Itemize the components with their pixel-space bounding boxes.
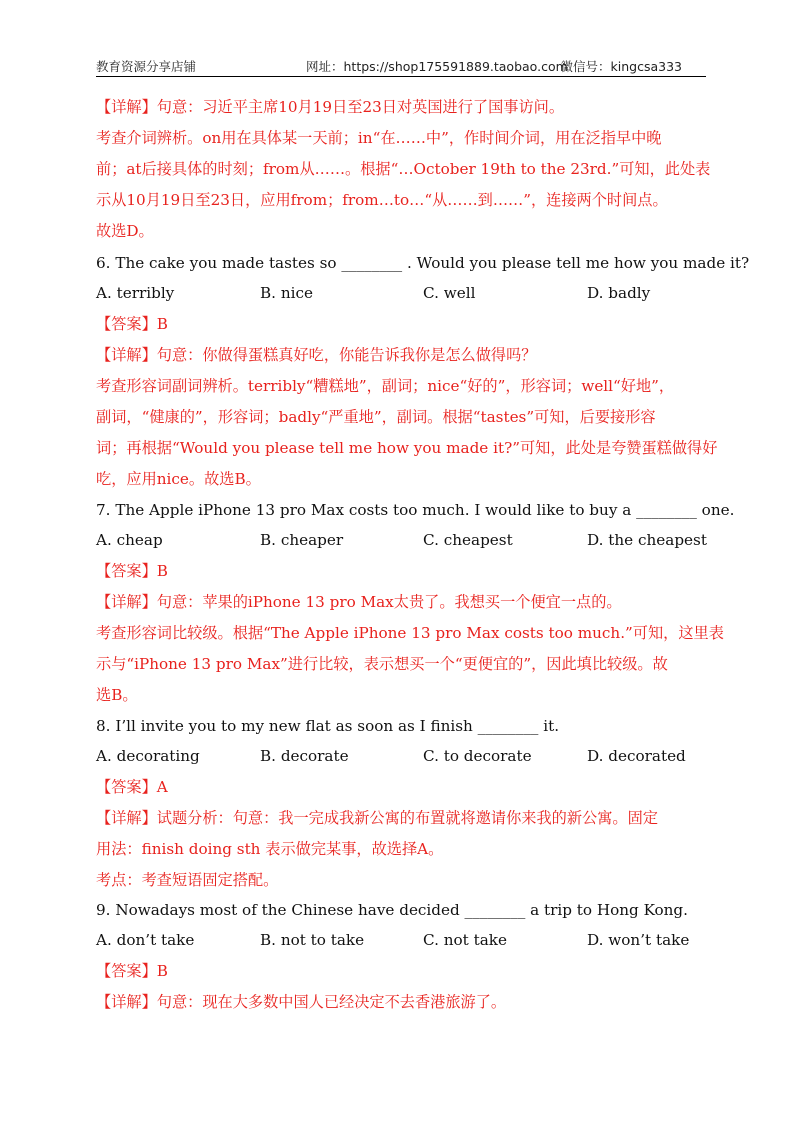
explanation-line: 词；再根据“Would you please tell me how you made it?”可知，此处是夸赞蛋糕做得好 <box>96 439 718 457</box>
q6-option-c: C. well <box>423 284 476 302</box>
answer-6: 【答案】B <box>96 315 168 333</box>
answer-9: 【答案】B <box>96 962 168 980</box>
question-8: 8. I’ll invite you to my new flat as soon as I finish ________ it. <box>96 717 560 735</box>
explanation-line: 选B。 <box>96 686 138 704</box>
q9-option-c: C. not take <box>423 931 507 949</box>
answer-8: 【答案】A <box>96 778 168 796</box>
page-header <box>96 54 706 77</box>
explanation-line: 示与“iPhone 13 pro Max”进行比较，表示想买一个“更便宜的”，因此填比较级。故 <box>96 655 668 673</box>
explanation-line: 【详解】句意：现在大多数中国人已经决定不去香港旅游了。 <box>96 993 507 1011</box>
q9-option-d: D. won’t take <box>587 931 690 949</box>
explanation-line: 示从10月19日至23日，应用from；from…to…“从……到……”，连接两个时间点。 <box>96 191 668 209</box>
q7-option-a: A. cheap <box>96 531 163 549</box>
question-6: 6. The cake you made tastes so ________ . Would you please tell me how you made it? <box>96 254 750 272</box>
header-shop-name: 教育资源分享店铺 <box>96 59 197 74</box>
q6-option-d: D. badly <box>587 284 651 302</box>
answer-7: 【答案】B <box>96 562 168 580</box>
question-9: 9. Nowadays most of the Chinese have decided ________ a trip to Hong Kong. <box>96 901 688 919</box>
explanation-line: 考查介词辨析。on用在具体某一天前；in“在……中”，作时间介词，用在泛指早中晚 <box>96 129 662 147</box>
explanation-line: 考查形容词比较级。根据“The Apple iPhone 13 pro Max costs too much.”可知，这里表 <box>96 624 724 642</box>
explanation-line: 吃，应用nice。故选B。 <box>96 470 261 488</box>
q7-option-c: C. cheapest <box>423 531 513 549</box>
header-wechat: 微信号：kingcsa333 <box>560 59 682 74</box>
q7-option-d: D. the cheapest <box>587 531 707 549</box>
explanation-line: 【详解】句意：你做得蛋糕真好吃，你能告诉我你是怎么做得吗？ <box>96 346 537 364</box>
q8-option-b: B. decorate <box>260 747 349 765</box>
explanation-line: 前；at后接具体的时刻；from从……。根据“…October 19th to the 23rd.”可知，此处表 <box>96 160 711 178</box>
q8-option-c: C. to decorate <box>423 747 532 765</box>
explanation-line: 【详解】句意：习近平主席10月19日至23日对英国进行了国事访问。 <box>96 98 565 116</box>
q9-option-a: A. don’t take <box>96 931 195 949</box>
explanation-line: 考点：考查短语固定搭配。 <box>96 871 279 889</box>
explanation-line: 用法：finish doing sth 表示做完某事，故选择A。 <box>96 840 444 858</box>
explanation-line: 考查形容词副词辨析。terribly“糟糕地”，副词；nice“好的”，形容词；well“好地”， <box>96 377 675 395</box>
question-7: 7. The Apple iPhone 13 pro Max costs too much. I would like to buy a ________ one. <box>96 501 735 519</box>
q9-option-b: B. not to take <box>260 931 365 949</box>
explanation-line: 故选D。 <box>96 222 154 240</box>
explanation-line: 副词，“健康的”，形容词；badly“严重地”，副词。根据“tastes”可知，后要接形容 <box>96 408 656 426</box>
q8-option-a: A. decorating <box>96 747 200 765</box>
q8-option-d: D. decorated <box>587 747 686 765</box>
header-url: 网址：https://shop175591889.taobao.com <box>306 59 568 74</box>
q6-option-a: A. terribly <box>96 284 175 302</box>
explanation-line: 【详解】句意：苹果的iPhone 13 pro Max太贵了。我想买一个便宜一点的。 <box>96 593 622 611</box>
q7-option-b: B. cheaper <box>260 531 344 549</box>
q6-option-b: B. nice <box>260 284 313 302</box>
explanation-line: 【详解】试题分析：句意：我一完成我新公寓的布置就将邀请你来我的新公寓。固定 <box>96 809 658 827</box>
